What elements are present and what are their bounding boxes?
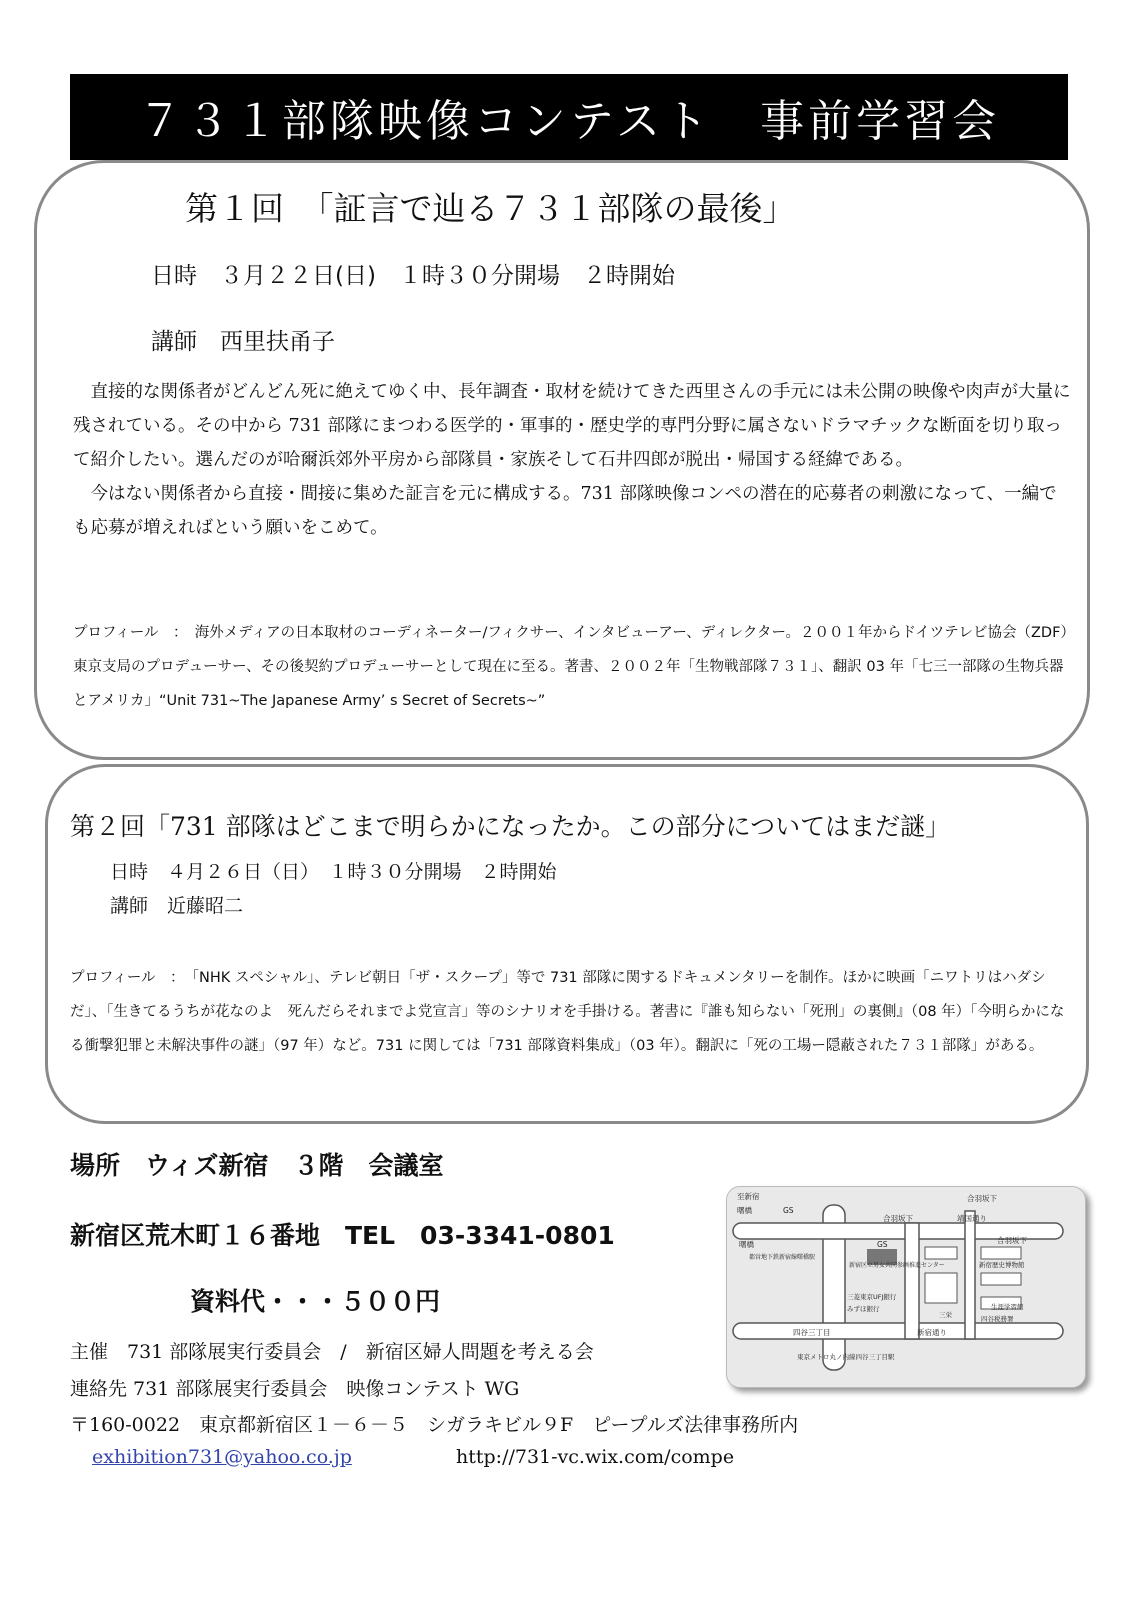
address: 新宿区荒木町１６番地 TEL 03-3341-0801 [70, 1221, 615, 1250]
postal-address: 〒160-0022 東京都新宿区１－６－５ シガラキビル９F ピープルズ法律事務所内 [70, 1414, 799, 1436]
map-label-museum: 新宿歴史博物館 [979, 1261, 1025, 1269]
map-label-learning: 生涯学習館 [991, 1303, 1024, 1311]
map-label-yasukuni: 靖国通り [957, 1214, 987, 1223]
session-1-description [73, 375, 1073, 545]
map-label-yotsuya3: 四谷三丁目 [793, 1328, 831, 1337]
road-side [965, 1211, 975, 1339]
map-label-gs-2: GS [877, 1240, 888, 1249]
website-url[interactable]: http://731-vc.wix.com/compe [456, 1446, 735, 1468]
map-label-tax-office: 四谷税務署 [981, 1315, 1014, 1323]
session-2-date: 日時 ４月２６日（日） １時３０分開場 ２時開始 [110, 861, 557, 883]
map-label-shinjuku-dori: 新宿通り [917, 1328, 947, 1337]
session-2-profile: プロフィール ： 「NHK スペシャル」、テレビ朝日「ザ・スクープ」等で 731 部隊に関するドキュメンタリーを制作。ほかに映画「ニワトリはハダシだ」、「生きてるうちが花なのよ 死んだらそれまでよ党宣言」等のシナリオを手掛ける。著書に『誰も知らない「死刑」の裏側』（08 年）「今明らかになる衝撃犯罪と未解決事件の謎」（97 年）など。731 に関しては「731 部隊資料集成」（03 年）。翻訳に「死の工場ー隠蔽された７３１部隊」がある。 [70, 970, 1065, 1054]
event-title: ７３１部隊映像コンテスト 事前学習会 [70, 74, 1068, 160]
session-2-lecturer: 講師 近藤昭二 [110, 895, 244, 917]
block-2 [925, 1273, 957, 1303]
map-label-sanei: 三栄 [939, 1311, 952, 1319]
map-label-bank-1: 三菱東京UFJ銀行 [847, 1293, 897, 1301]
map-drawing [727, 1187, 1085, 1387]
session-1-profile: プロフィール ： 海外メディアの日本取材のコーディネーター/フィクサー、インタビューアー、ディレクター。２００１年からドイツテレビ協会（ZDF）東京支局のプロデューサー、その後契約プロデューサーとして現在に至る。著書、２００２年「生物戦部隊７３１」、翻訳 03 年「七三一部隊の生物兵器とアメリカ」“Unit 731~The Japanese Army’ s Secret of Secrets~” [73, 625, 1068, 709]
map-label-gs-1: GS [783, 1206, 794, 1215]
map-label-kappazaka-top: 合羽坂下 [967, 1194, 997, 1203]
block-1 [925, 1247, 957, 1259]
venue: 場所 ウィズ新宿 ３階 会議室 [70, 1151, 444, 1180]
session-1-title: 第１回 「証言で辿る７３１部隊の最後」 [185, 189, 796, 228]
map-label-akebono: 曙橋 [737, 1206, 752, 1215]
road-tsunokami [905, 1223, 919, 1339]
session-1-panel [34, 160, 1090, 760]
map-label-venue: 新宿区立男女共同参画推進センター [849, 1262, 945, 1269]
contact: 連絡先 731 部隊展実行委員会 映像コンテスト WG [70, 1378, 520, 1400]
session-1-lecturer: 講師 西里扶甬子 [151, 329, 335, 355]
map-label-kappazaka-x: 合羽坂下 [883, 1214, 913, 1223]
session-2-title: 第２回「731 部隊はどこまで明らかになったか。この部分についてはまだ謎」 [70, 812, 951, 841]
organizer: 主催 731 部隊展実行委員会 / 新宿区婦人問題を考える会 [70, 1341, 594, 1363]
session-1-paragraph-1: 直接的な関係者がどんどん死に絶えてゆく中、長年調査・取材を続けてきた西里さんの手元には未公開の映像や肉声が大量に残されている。その中から 731 部隊にまつわる医学的・軍事的・歴史学的専門分野に属さないドラマチックな断面を切り取って紹介したい。選んだのが哈爾浜郊外平房から部隊員・家族そして石井四郎が脱出・帰国する経緯である。 [73, 382, 1071, 470]
fee: 資料代・・・５００円 [190, 1287, 441, 1316]
email-link[interactable]: exhibition731@yahoo.co.jp [92, 1446, 352, 1468]
map-label-metro: 東京メトロ丸ノ内線四谷三丁目駅 [797, 1353, 895, 1361]
map-label-subway: 都営地下鉄新宿線曙橋駅 [749, 1254, 816, 1261]
road-shinjuku [733, 1323, 1063, 1339]
session-1-paragraph-2: 今はない関係者から直接・間接に集めた証言を元に構成する。731 部隊映像コンペの潜在的応募者の刺激になって、一編でも応募が増えればという願いをこめて。 [73, 484, 1057, 538]
session-2-panel [45, 764, 1089, 1124]
block-3 [981, 1247, 1021, 1259]
map-label-akebono-left: 曙橋 [739, 1240, 754, 1249]
map-label-kappazaka-right: 合羽坂下 [997, 1236, 1027, 1245]
session-1-date: 日時 ３月２２日(日) １時３０分開場 ２時開始 [151, 263, 675, 289]
map-label-bank-2: みずほ銀行 [847, 1305, 880, 1313]
map-label-shinjuku-dir: 至新宿 [737, 1192, 760, 1201]
block-4 [981, 1273, 1021, 1285]
access-map [726, 1186, 1086, 1388]
